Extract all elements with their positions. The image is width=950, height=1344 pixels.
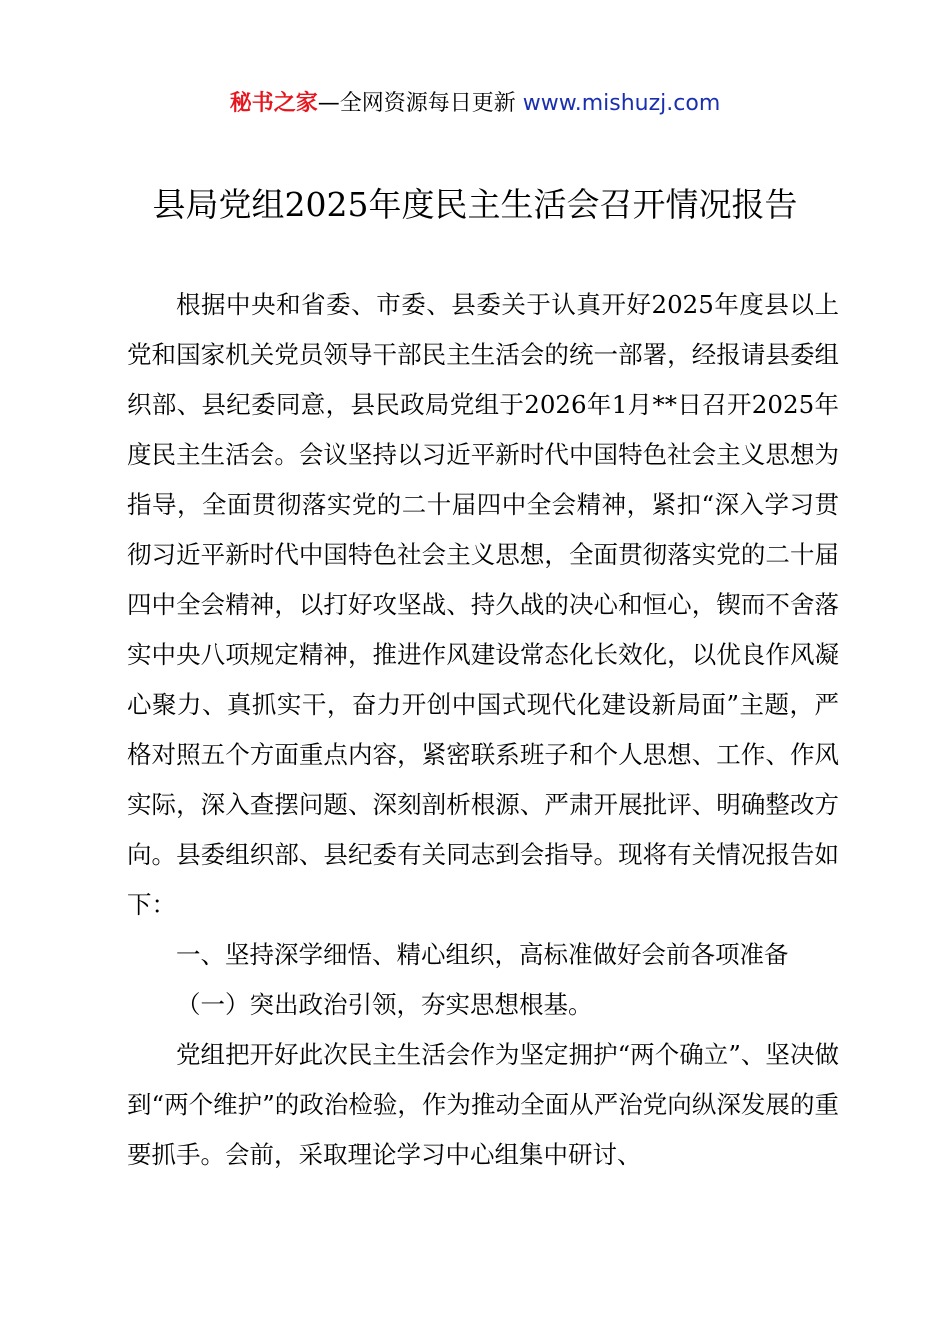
site-tagline: —全网资源每日更新 [317,91,516,116]
site-url-link[interactable]: www.mishuzj.com [522,91,721,116]
document-body [127,280,839,1180]
site-watermark-header [0,86,950,122]
document-title: 县局党组2025年度民主生活会召开情况报告 [152,185,798,224]
section-heading-1: 一、坚持深学细悟、精心组织，高标准做好会前各项准备 [176,940,789,969]
subsection-heading-1: （一）突出政治引领，夯实思想根基。 [176,990,593,1019]
paragraph-intro: 根据中央和省委、市委、县委关于认真开好2025年度县以上党和国家机关党员领导干部民主生活会的统一部署，经报请县委组织部、县纪委同意，县民政局党组于2026年1月**日召开2025年度民主生活会。会议坚持以习近平新时代中国特色社会主义思想为指导，全面贯彻落实党的二十届四中全会精神，紧扣“深入学习贯彻习近平新时代中国特色社会主义思想，全面贯彻落实党的二十届四中全会精神，以打好攻坚战、持久战的决心和恒心，锲而不舍落实中央八项规定精神，推进作风建设常态化长效化，以优良作风凝心聚力、真抓实干，奋力开创中国式现代化建设新局面”主题，严格对照五个方面重点内容，紧密联系班子和个人思想、工作、作风实际，深入查摆问题、深刻剖析根源、严肃开展批评、明确整改方向。县委组织部、县纪委有关同志到会指导。现将有关情况报告如下： [127,290,839,919]
paragraph-section-1: 党组把开好此次民主生活会作为坚定拥护“两个确立”、坚决做到“两个维护”的政治检验，作为推动全面从严治党向纵深发展的重要抓手。会前，采取理论学习中心组集中研讨、 [127,1040,839,1169]
site-brand: 秘书之家 [229,91,318,116]
